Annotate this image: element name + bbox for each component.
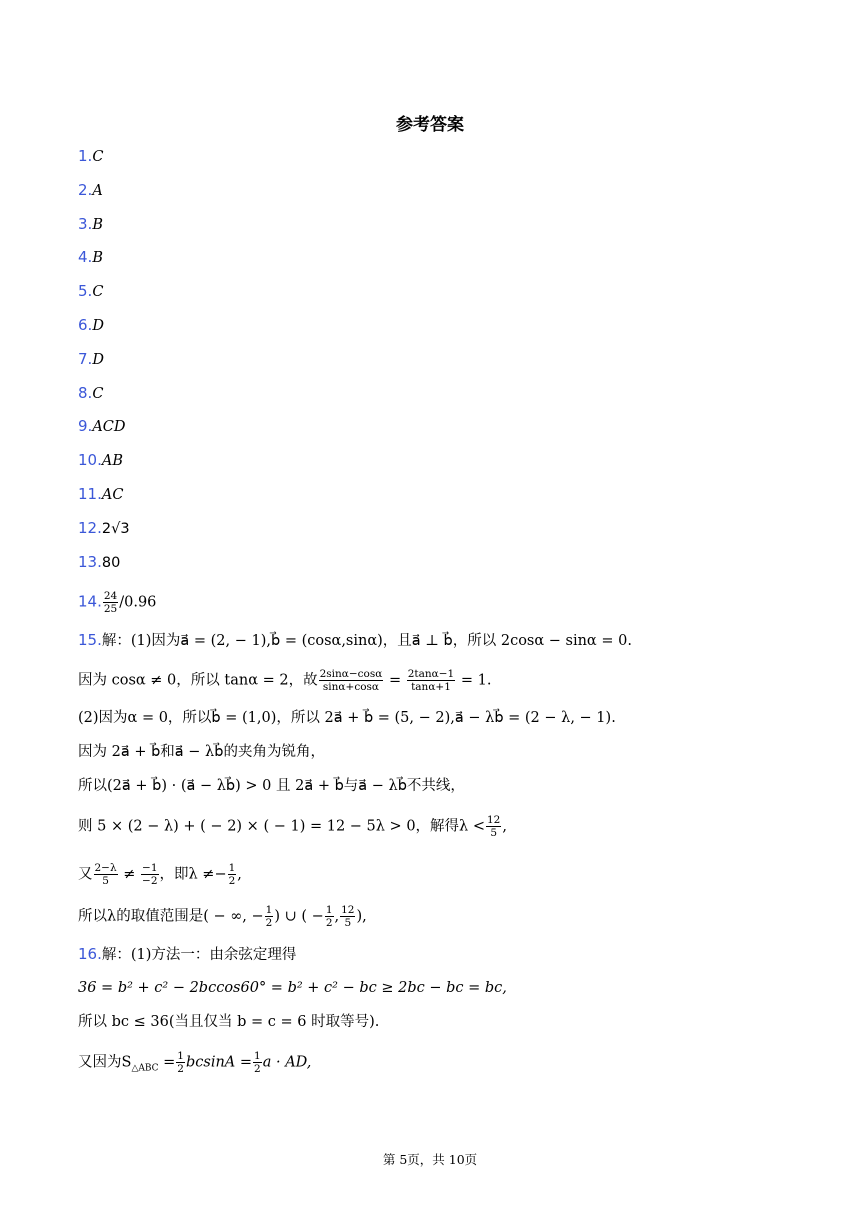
answer-item — [78, 349, 104, 370]
question-number: 1. — [78, 147, 93, 165]
question-number: 13. — [78, 553, 102, 571]
answer-item — [78, 315, 104, 336]
fraction: $\frac{1}{2}$ — [177, 1050, 184, 1075]
fraction: $\frac{2\sin\alpha-\cos\alpha}{\sin\alpha+\cos\alpha}$ — [319, 668, 383, 693]
answer-value: A — [92, 183, 103, 199]
question-number: 9. — [78, 417, 93, 435]
answer-value: /0.96 — [119, 594, 157, 611]
answer-item — [78, 518, 130, 539]
solution-15-line-8: 所以λ的取值范围是( − ∞, − $\frac{1}{2}$ ) ∪ ( − $\frac{1}{2}$ , $\frac{12}{5}$ ), — [78, 904, 367, 929]
fraction: $\frac{-1}{-2}$ — [142, 862, 158, 887]
answer-value: D — [92, 352, 104, 368]
fraction: $\frac{1}{2}$ — [228, 862, 236, 887]
question-number: 3. — [78, 215, 93, 233]
page-footer: 第 5页，共 10页 — [382, 1152, 478, 1167]
page-title: 参考答案 — [396, 115, 464, 135]
solution-15-line-4: 因为 2a⃗ + b⃗和a⃗ − λb⃗的夹角为锐角， — [78, 744, 325, 760]
answer-item — [78, 416, 126, 437]
answer-value: C — [92, 386, 104, 402]
question-number: 12. — [78, 519, 102, 537]
answer-item — [78, 484, 123, 505]
fraction: $\frac{12}{5}$ — [487, 814, 501, 839]
fraction: $\frac{1}{2}$ — [325, 904, 333, 929]
solution-15-line-3: (2)因为α = 0，所以b⃗ = (1,0)，所以 2a⃗ + b⃗ = (5, − 2),a⃗ − λb⃗ = (2 − λ, − 1). — [78, 710, 616, 726]
answer-item — [78, 450, 123, 471]
question-number: 6. — [78, 316, 93, 334]
question-number: 2. — [78, 181, 93, 199]
answer-item — [78, 383, 103, 404]
solution-15-line-5: 所以(2a⃗ + b⃗) · (a⃗ − λb⃗) > 0 且 2a⃗ + b⃗与a⃗ − λb⃗不共线， — [78, 778, 465, 794]
fraction: $\frac{12}{5}$ — [341, 904, 355, 929]
answer-value: AB — [101, 453, 123, 469]
answer-14 — [78, 590, 156, 615]
fraction: $\frac{2-\lambda}{5}$ — [94, 862, 117, 887]
question-number: 15. — [78, 631, 102, 649]
solution-text: 解：(1)因为a⃗ = (2, − 1),b⃗ = (cosα,sinα)，且a⃗ ⊥ b⃗，所以 2cosα − sinα = 0. — [101, 633, 632, 649]
fraction: $\frac{24}{25}$ — [103, 590, 118, 615]
question-number: 14. — [78, 592, 102, 611]
question-number: 16. — [78, 945, 102, 963]
question-number: 5. — [78, 282, 93, 300]
fraction: $\frac{1}{2}$ — [254, 1050, 261, 1075]
answer-value: C — [92, 149, 104, 165]
question-number: 4. — [78, 248, 93, 266]
answer-item — [78, 180, 103, 201]
answer-value: 2√3 — [101, 521, 130, 537]
solution-15-line-1 — [78, 630, 632, 651]
answer-value: B — [92, 250, 103, 266]
answer-value: D — [92, 318, 104, 334]
solution-15-line-7: 又 $\frac{2-\lambda}{5}$ ≠ $\frac{-1}{-2}$ ，即λ ≠− $\frac{1}{2}$ , — [78, 862, 242, 887]
question-number: 7. — [78, 350, 93, 368]
answer-item — [78, 247, 103, 268]
answer-value: B — [92, 217, 103, 233]
question-number: 11. — [78, 485, 102, 503]
answer-value: ACD — [92, 419, 126, 435]
question-number: 10. — [78, 451, 102, 469]
solution-16-line-3: 所以 bc ≤ 36(当且仅当 b = c = 6 时取等号). — [78, 1014, 380, 1030]
fraction: $\frac{2\tan\alpha-1}{\tan\alpha+1}$ — [407, 668, 455, 693]
answer-item — [78, 214, 103, 235]
question-number: 8. — [78, 384, 93, 402]
answer-value: C — [92, 284, 104, 300]
solution-16-line-2: 36 = b² + c² − 2bccos60° = b² + c² − bc ≥ 2bc − bc = bc, — [78, 980, 507, 996]
answer-item — [78, 552, 120, 573]
answer-item — [78, 146, 103, 167]
solution-16-line-4: 又因为$S_{\triangle ABC}$ = $\frac{1}{2}$ bcsinA = $\frac{1}{2}$ a · AD, — [78, 1050, 312, 1075]
answer-item — [78, 281, 103, 302]
solution-16-line-1: 16.解：(1)方法一：由余弦定理得 — [78, 945, 297, 963]
fraction: $\frac{1}{2}$ — [265, 904, 273, 929]
solution-15-line-2: 因为 cosα ≠ 0，所以 tanα = 2，故 $\frac{2\sin\alpha-\cos\alpha}{\sin\alpha+\cos\alpha}$ = $\frac{2\tan\alpha-1}{\tan\alpha+1}$ = 1. — [78, 668, 492, 693]
solution-15-line-6: 则 5 × (2 − λ) + ( − 2) × ( − 1) = 12 − 5λ > 0，解得λ < $\frac{12}{5}$ , — [78, 814, 507, 839]
answer-value: AC — [101, 487, 124, 503]
answer-value: 80 — [101, 555, 121, 571]
